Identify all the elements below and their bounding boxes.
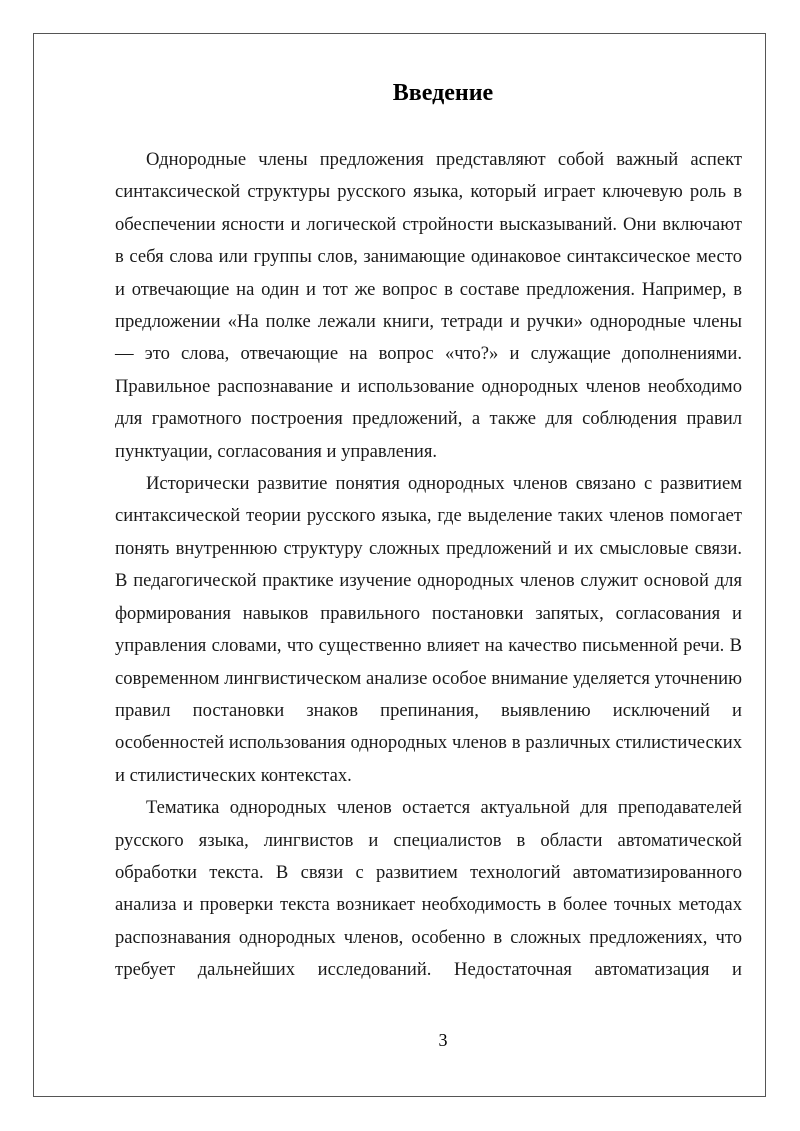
page-title: Введение: [392, 80, 494, 106]
paragraph-1: Однородные члены предложения представляют собой важный аспект синтаксической структуры русского языка, который играет ключевую роль в обеспечении ясности и логической стройности высказываний. Они включают в себя слова или группы слов, занимающие одинаковое синтаксическое место и отвечающие на один и тот же вопрос в составе предложения. Например, в предложении «На полке лежали книги, тетради и ручки» однородные члены — это слова, отвечающие на вопрос «что?» и служащие дополнениями. Правильное распознавание и использование однородных членов необходимо для грамотного построения предложений, а также для соблюдения правил пунктуации, согласования и управления.: [115, 149, 742, 462]
paragraph-2: Исторически развитие понятия однородных членов связано с развитием синтаксической теории русского языка, где выделение таких членов помогает понять внутреннюю структуру сложных предложений и их смысловые связи. В педагогической практике изучение однородных членов служит основой для формирования навыков правильного постановки запятых, согласования и управления словами, что существенно влияет на качество письменной речи. В современном лингвистическом анализе особое внимание уделяется уточнению правил постановки знаков препинания, выявлению исключений и особенностей использования однородных членов в различных стилистических и стилистических контекстах.: [115, 473, 742, 786]
page-number: 3: [438, 1030, 448, 1050]
paragraph-3: Тематика однородных членов остается актуальной для преподавателей русского языка, лингвистов и специалистов в области автоматической обработки текста. В связи с развитием технологий автоматизированного анализа и проверки текста возникает необходимость в более точных методах распознавания однородных членов, особенно в сложных предложениях, что требует дальнейших исследований. Недостаточная автоматизация и: [115, 797, 742, 981]
body-text: [115, 144, 742, 987]
